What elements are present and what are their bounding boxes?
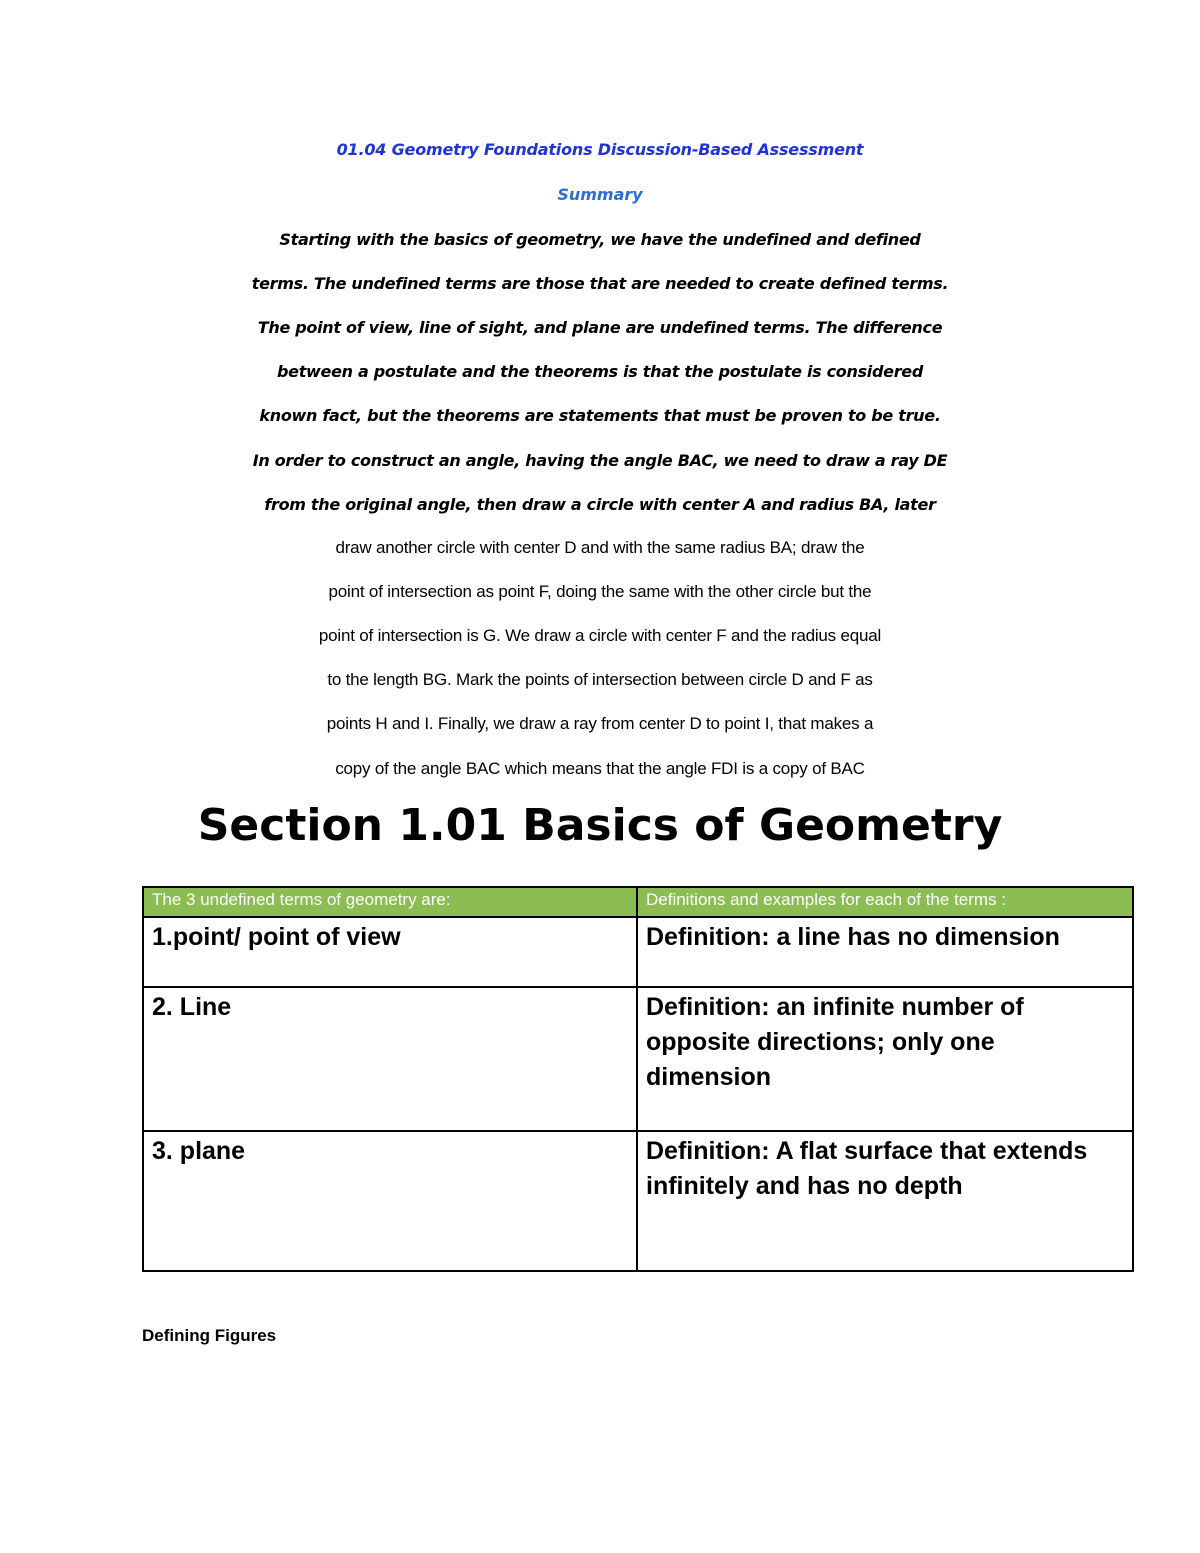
table-header-row — [143, 887, 1133, 917]
paragraph-line: The point of view, line of sight, and plane are undefined terms. The difference — [257, 318, 943, 337]
paragraph-line: points H and I. Finally, we draw a ray from center D to point I, that makes a — [326, 714, 874, 733]
definition-cell: Definition: a line has no dimension — [637, 917, 1133, 987]
paragraph-line: to the length BG. Mark the points of intersection between circle D and F as — [327, 670, 873, 689]
term-cell: 1.point/ point of view — [143, 917, 637, 987]
paragraph-line: between a postulate and the theorems is that the postulate is considered — [277, 362, 923, 381]
section-heading: Section 1.01 Basics of Geometry — [197, 800, 1003, 851]
table-header-cell: Definitions and examples for each of the terms : — [637, 887, 1133, 917]
term-cell: 3. plane — [143, 1131, 637, 1271]
undefined-terms-table — [142, 886, 1134, 1272]
table-row — [143, 917, 1133, 987]
paragraph-line: point of intersection as point F, doing the same with the other circle but the — [328, 582, 872, 601]
summary-heading: Summary — [557, 185, 643, 204]
paragraph-line: terms. The undefined terms are those that are needed to create defined terms. — [251, 274, 949, 293]
definition-cell: Definition: an infinite number of opposite directions; only one dimension — [637, 987, 1133, 1131]
paragraph-line: known fact, but the theorems are statements that must be proven to be true. — [259, 406, 941, 425]
definition-cell: Definition: A flat surface that extends infinitely and has no depth — [637, 1131, 1133, 1271]
table-row — [143, 987, 1133, 1131]
paragraph-line: point of intersection is G. We draw a circle with center F and the radius equal — [318, 626, 882, 645]
paragraph-line: from the original angle, then draw a circle with center A and radius BA, later — [264, 495, 936, 514]
document-title: 01.04 Geometry Foundations Discussion-Based Assessment — [336, 140, 864, 159]
table-header-cell: The 3 undefined terms of geometry are: — [143, 887, 637, 917]
paragraph-line: copy of the angle BAC which means that the angle FDI is a copy of BAC — [335, 759, 865, 778]
defining-figures-heading: Defining Figures — [142, 1326, 277, 1345]
paragraph-line: Starting with the basics of geometry, we have the undefined and defined — [279, 230, 921, 249]
paragraph-line: In order to construct an angle, having the angle BAC, we need to draw a ray DE — [252, 451, 948, 470]
paragraph-line: draw another circle with center D and with the same radius BA; draw the — [335, 538, 865, 557]
table-row — [143, 1131, 1133, 1271]
term-cell: 2. Line — [143, 987, 637, 1131]
